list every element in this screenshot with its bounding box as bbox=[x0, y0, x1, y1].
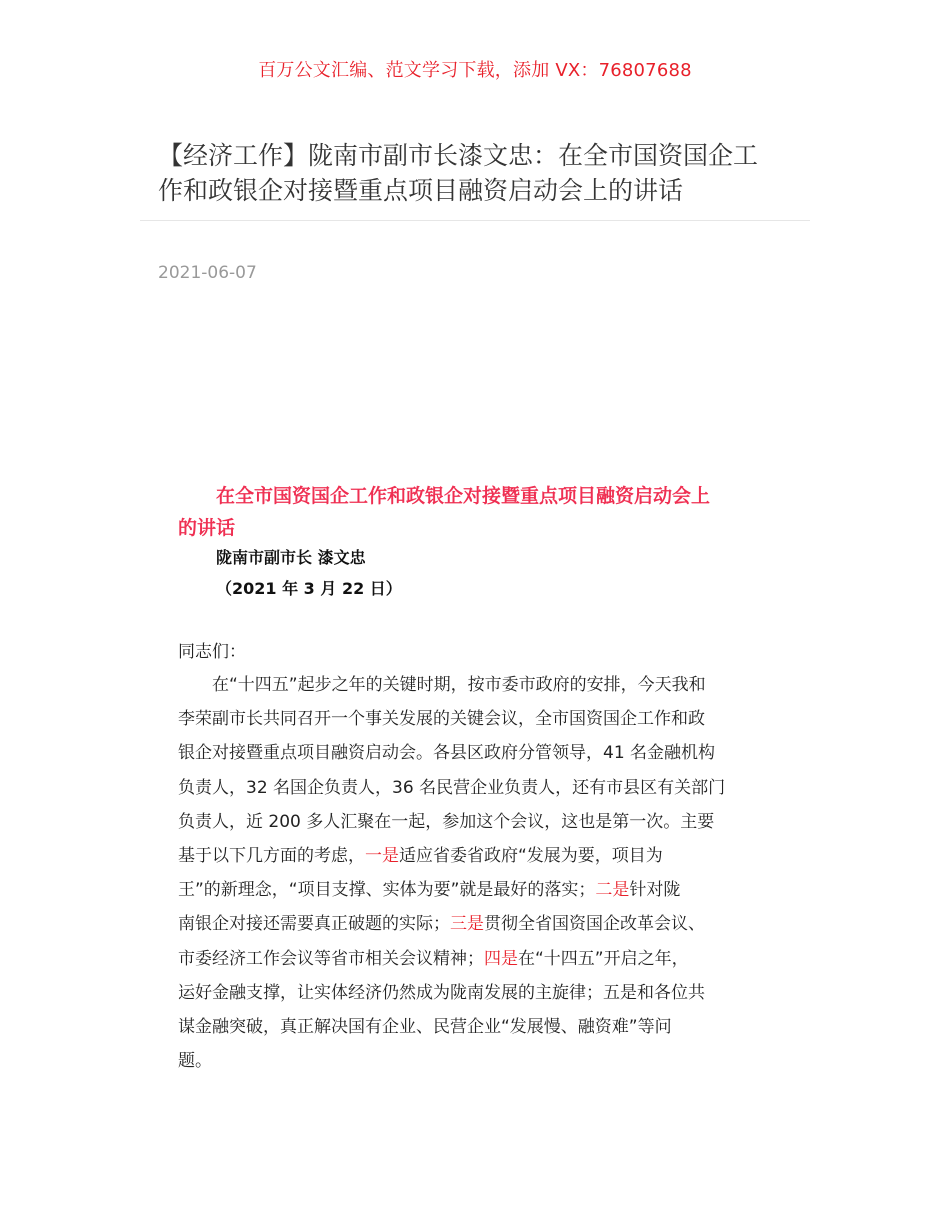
article-title-line-1: 【经济工作】陇南市副市长漆文忠：在全市国资国企工 bbox=[158, 141, 759, 170]
point-marker-1: 一是 bbox=[365, 846, 399, 867]
body-line: 银企对接暨重点项目融资启动会。各县区政府分管领导，41 名金融机构 bbox=[178, 743, 716, 764]
speech-heading bbox=[178, 480, 778, 544]
point-marker-3: 三是 bbox=[450, 914, 484, 935]
body-text-segment: 针对陇 bbox=[629, 880, 681, 901]
body-line bbox=[178, 907, 774, 941]
publish-date: 2021-06-07 bbox=[158, 263, 257, 283]
body-line bbox=[178, 839, 774, 873]
article-title-line-2: 作和政银企对接暨重点项目融资启动会上的讲话 bbox=[158, 176, 684, 205]
body-text-segment: 基于以下几方面的考虑， bbox=[178, 846, 365, 867]
speech-body bbox=[178, 668, 774, 1078]
body-line: 李荣副市长共同召开一个事关发展的关键会议，全市国资国企工作和政 bbox=[178, 709, 705, 730]
point-marker-4: 四是 bbox=[484, 948, 518, 969]
salutation: 同志们： bbox=[178, 642, 246, 662]
title-divider bbox=[140, 220, 810, 221]
speech-heading-line-2: 的讲话 bbox=[178, 517, 236, 539]
body-line bbox=[178, 873, 774, 907]
body-text-segment: 适应省委省政府“发展为要，项目为 bbox=[399, 846, 663, 867]
body-line: 负责人，近 200 多人汇聚在一起，参加这个会议，这也是第一次。主要 bbox=[178, 811, 715, 832]
body-text-segment: 贯彻全省国资国企改革会议、 bbox=[484, 914, 705, 935]
body-line: 在“十四五”起步之年的关键时期，按市委市政府的安排，今天我和 bbox=[212, 675, 706, 695]
body-text-segment: 王”的新理念，“项目支撑、实体为要”就是最好的落实； bbox=[178, 880, 596, 901]
body-text-segment: 在“十四五”开启之年， bbox=[518, 948, 689, 969]
speech-heading-line-1: 在全市国资国企工作和政银企对接暨重点项目融资启动会上 bbox=[216, 485, 711, 507]
speaker-name: 陇南市副市长 漆文忠 bbox=[216, 548, 366, 567]
body-text-segment: 市委经济工作会议等省市相关会议精神； bbox=[178, 948, 484, 969]
body-text-segment: 南银企对接还需要真正破题的实际； bbox=[178, 914, 450, 935]
body-line: 负责人，32 名国企负责人，36 名民营企业负责人，还有市县区有关部门 bbox=[178, 777, 726, 798]
body-line bbox=[178, 942, 774, 976]
speech-date: （2021 年 3 月 22 日） bbox=[216, 579, 402, 598]
body-line: 谋金融突破，真正解决国有企业、民营企业“发展慢、融资难”等问 bbox=[178, 1017, 672, 1038]
point-marker-2: 二是 bbox=[595, 880, 630, 901]
body-line: 题。 bbox=[178, 1051, 212, 1072]
body-line: 运好金融支撑，让实体经济仍然成为陇南发展的主旋律；五是和各位共 bbox=[178, 982, 705, 1003]
promo-banner: 百万公文汇编、范文学习下载，添加 VX：76807688 bbox=[258, 60, 692, 81]
article-title bbox=[158, 138, 798, 208]
